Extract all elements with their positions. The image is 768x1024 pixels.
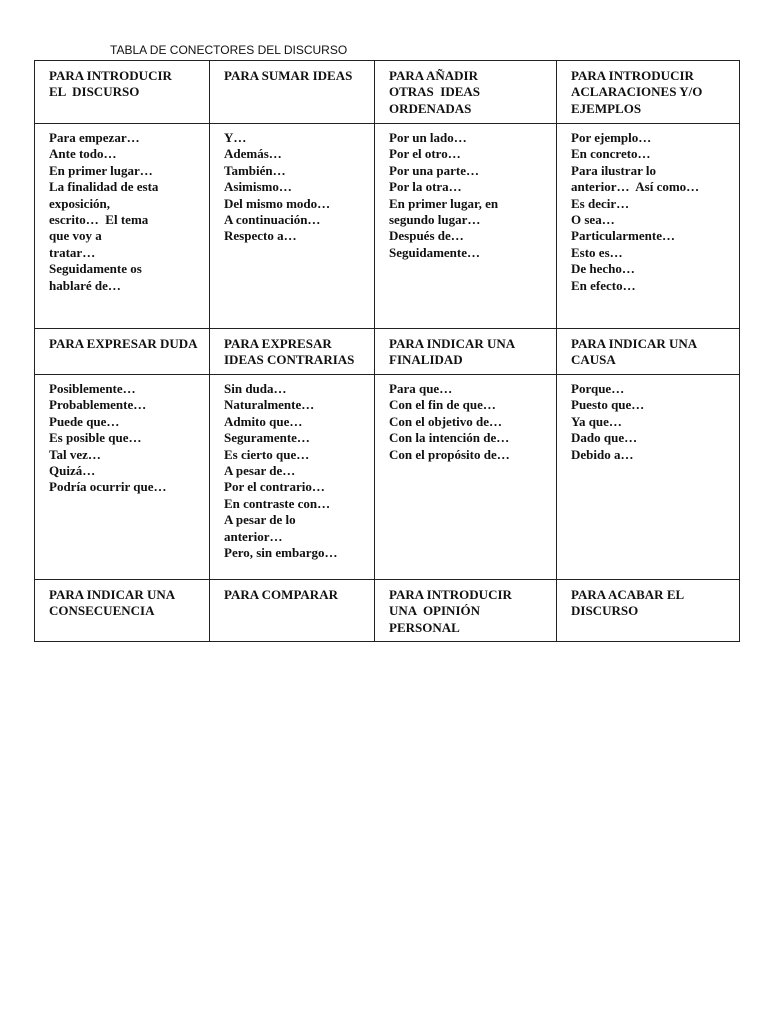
- connector-line: Por una parte…: [389, 162, 480, 178]
- connector-line: exposición,: [49, 195, 111, 211]
- connector-line: Por un lado…: [389, 130, 467, 145]
- category-header-line: PARA AÑADIR: [389, 68, 478, 83]
- connector-line: Para ilustrar lo: [571, 162, 656, 178]
- connector-line: Es decir…: [571, 195, 630, 211]
- category-header-line: UNA OPINIÓN: [389, 603, 481, 619]
- connector-line: Debido a…: [571, 446, 634, 462]
- category-header-line: PARA INTRODUCIR: [49, 68, 172, 83]
- table-row: [35, 375, 740, 580]
- connector-line: anterior… Así como…: [571, 179, 700, 195]
- category-header-cell: [35, 61, 210, 124]
- category-header-line: ORDENADAS: [389, 100, 472, 116]
- category-header-cell: [557, 329, 740, 375]
- connectors-table: [34, 60, 740, 642]
- table-row: [35, 124, 740, 329]
- connectors-cell: [375, 375, 557, 580]
- connector-line: A continuación…: [224, 212, 321, 228]
- connector-line: Dado que…: [571, 430, 638, 446]
- connector-line: Además…: [224, 146, 282, 162]
- category-header-cell: [35, 329, 210, 375]
- category-header-cell: [210, 329, 375, 375]
- category-header-line: PARA COMPARAR: [224, 587, 338, 602]
- connector-line: Y…: [224, 130, 247, 145]
- connector-line: Con el propósito de…: [389, 446, 510, 462]
- connector-line: Es cierto que…: [224, 446, 310, 462]
- category-header-line: EJEMPLOS: [571, 100, 642, 116]
- document-title: TABLA DE CONECTORES DEL DISCURSO: [110, 43, 348, 57]
- connector-line: Particularmente…: [571, 228, 675, 244]
- connector-line: En contraste con…: [224, 495, 331, 511]
- connector-line: Ya que…: [571, 413, 622, 429]
- category-header-line: PERSONAL: [389, 619, 460, 635]
- category-header-line: CONSECUENCIA: [49, 603, 155, 619]
- connector-line: Para que…: [389, 381, 453, 396]
- connectors-cell: [210, 375, 375, 580]
- connectors-cell: [35, 124, 210, 329]
- connector-line: Con el objetivo de…: [389, 413, 503, 429]
- connector-line: Porque…: [571, 381, 625, 396]
- category-header-cell: [210, 580, 375, 642]
- category-header-cell: [375, 329, 557, 375]
- table-row: [35, 61, 740, 124]
- connector-line: En efecto…: [571, 277, 636, 293]
- category-header-cell: [210, 61, 375, 124]
- connector-line: Con la intención de…: [389, 430, 510, 446]
- category-header-line: EL DISCURSO: [49, 84, 140, 100]
- category-header-line: PARA SUMAR IDEAS: [224, 68, 353, 83]
- connector-line: Del mismo modo…: [224, 195, 331, 211]
- connector-line: tratar…: [49, 244, 96, 260]
- connector-line: Seguidamente…: [389, 244, 480, 260]
- connector-line: También…: [224, 162, 286, 178]
- category-header-line: ACLARACIONES Y/O: [571, 84, 703, 100]
- category-header-line: PARA INDICAR UNA: [389, 336, 516, 351]
- category-header-line: IDEAS CONTRARIAS: [224, 352, 355, 368]
- connector-line: Puede que…: [49, 413, 120, 429]
- connector-line: Después de…: [389, 228, 464, 244]
- connector-line: Sin duda…: [224, 381, 287, 396]
- connector-line: Es posible que…: [49, 430, 142, 446]
- connector-line: Esto es…: [571, 244, 623, 260]
- table-row: [35, 580, 740, 642]
- connector-line: De hecho…: [571, 261, 635, 277]
- category-header-cell: [375, 61, 557, 124]
- connector-line: Asimismo…: [224, 179, 292, 195]
- connector-line: La finalidad de esta: [49, 179, 159, 195]
- connector-line: Quizá…: [49, 463, 96, 479]
- category-header-line: PARA ACABAR EL: [571, 587, 685, 602]
- category-header-line: PARA INDICAR UNA: [571, 336, 698, 351]
- connector-line: Tal vez…: [49, 446, 101, 462]
- connector-line: Por el otro…: [389, 146, 461, 162]
- connectors-cell: [557, 375, 740, 580]
- connector-line: Ante todo…: [49, 146, 117, 162]
- category-header-cell: [375, 580, 557, 642]
- category-header-line: PARA INTRODUCIR: [571, 68, 694, 83]
- connector-line: O sea…: [571, 212, 615, 228]
- category-header-line: CAUSA: [571, 352, 616, 368]
- category-header-cell: [557, 580, 740, 642]
- connector-line: En concreto…: [571, 146, 651, 162]
- category-header-line: PARA EXPRESAR DUDA: [49, 336, 198, 351]
- category-header-line: FINALIDAD: [389, 352, 463, 368]
- connector-line: Pero, sin embargo…: [224, 545, 338, 561]
- category-header-line: PARA INTRODUCIR: [389, 587, 512, 602]
- connector-line: Con el fin de que…: [389, 397, 496, 413]
- connector-line: Seguidamente os: [49, 261, 142, 277]
- connector-line: escrito… El tema: [49, 212, 149, 228]
- connector-line: Seguramente…: [224, 430, 310, 446]
- category-header-line: PARA EXPRESAR: [224, 336, 332, 351]
- connector-line: segundo lugar…: [389, 212, 481, 228]
- connector-line: Probablemente…: [49, 397, 147, 413]
- connector-line: Respecto a…: [224, 228, 297, 244]
- connector-line: Puesto que…: [571, 397, 645, 413]
- category-header-line: DISCURSO: [571, 603, 639, 619]
- connector-line: En primer lugar…: [49, 162, 153, 178]
- category-header-cell: [35, 580, 210, 642]
- connectors-cell: [557, 124, 740, 329]
- connector-line: Posiblemente…: [49, 381, 136, 396]
- connectors-cell: [35, 375, 210, 580]
- connector-line: Admito que…: [224, 413, 303, 429]
- connector-line: hablaré de…: [49, 277, 121, 293]
- connector-line: Por el contrario…: [224, 479, 325, 495]
- connector-line: Naturalmente…: [224, 397, 315, 413]
- category-header-cell: [557, 61, 740, 124]
- connector-line: que voy a: [49, 228, 102, 244]
- connector-line: A pesar de…: [224, 463, 296, 479]
- connectors-cell: [375, 124, 557, 329]
- connectors-cell: [210, 124, 375, 329]
- category-header-line: OTRAS IDEAS: [389, 84, 481, 100]
- connector-line: A pesar de lo: [224, 512, 296, 528]
- connector-line: Por la otra…: [389, 179, 462, 195]
- connector-line: anterior…: [224, 528, 283, 544]
- category-header-line: PARA INDICAR UNA: [49, 587, 176, 602]
- table-row: [35, 329, 740, 375]
- connector-line: Por ejemplo…: [571, 130, 652, 145]
- connector-line: Podría ocurrir que…: [49, 479, 167, 495]
- connector-line: En primer lugar, en: [389, 195, 499, 211]
- connector-line: Para empezar…: [49, 130, 140, 145]
